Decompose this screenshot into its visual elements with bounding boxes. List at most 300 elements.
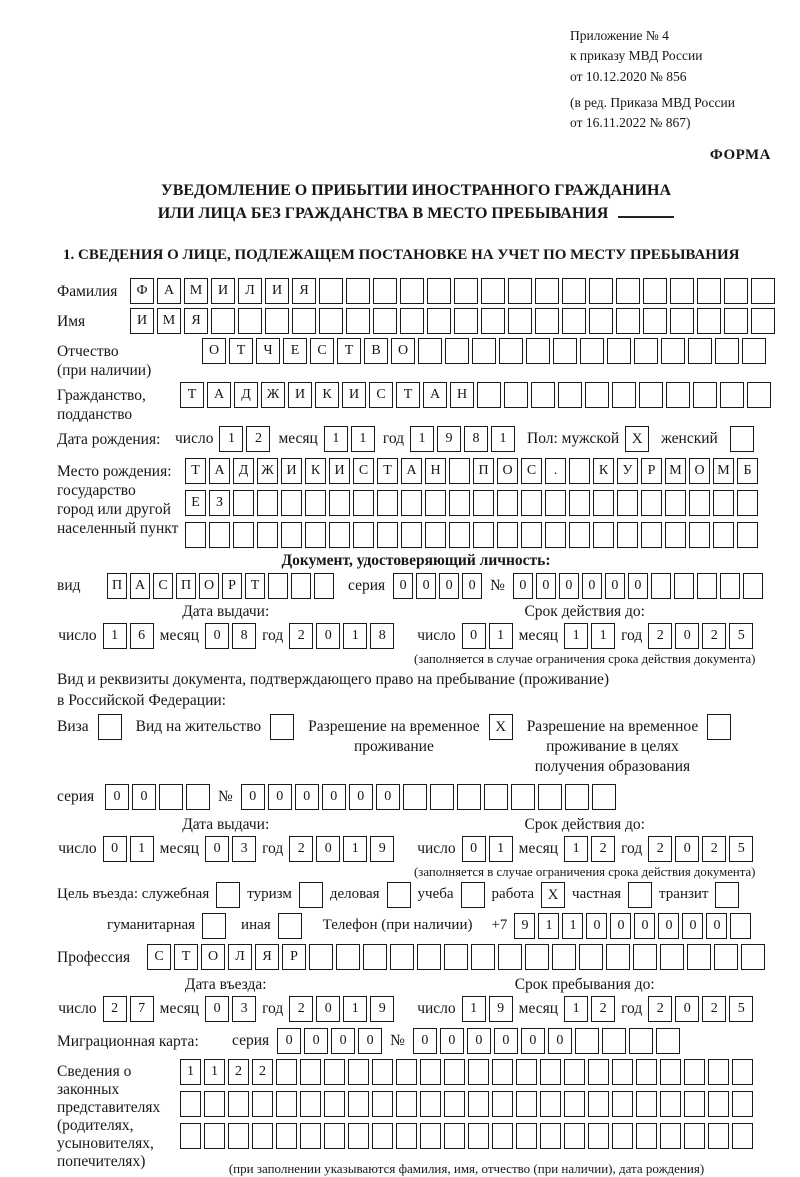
char-box[interactable]: 2 bbox=[228, 1059, 249, 1085]
char-box[interactable] bbox=[281, 522, 302, 548]
char-box[interactable] bbox=[471, 944, 495, 970]
char-box[interactable] bbox=[185, 522, 206, 548]
char-box[interactable]: И bbox=[130, 308, 154, 334]
char-box[interactable]: Я bbox=[292, 278, 316, 304]
char-box[interactable]: 9 bbox=[370, 996, 394, 1022]
char-box[interactable] bbox=[508, 308, 532, 334]
char-box[interactable]: 1 bbox=[564, 836, 588, 862]
char-box[interactable] bbox=[400, 308, 424, 334]
char-box[interactable] bbox=[457, 784, 481, 810]
char-box[interactable]: И bbox=[265, 278, 289, 304]
char-box[interactable] bbox=[291, 573, 311, 599]
char-box[interactable]: 2 bbox=[648, 836, 672, 862]
char-box[interactable] bbox=[538, 784, 562, 810]
char-box[interactable] bbox=[562, 308, 586, 334]
char-box[interactable] bbox=[511, 784, 535, 810]
char-box[interactable]: Л bbox=[228, 944, 252, 970]
char-box[interactable] bbox=[708, 1059, 729, 1085]
char-box[interactable] bbox=[516, 1091, 537, 1117]
char-box[interactable]: Я bbox=[184, 308, 208, 334]
char-box[interactable] bbox=[562, 278, 586, 304]
char-box[interactable] bbox=[268, 573, 288, 599]
char-box[interactable] bbox=[707, 714, 731, 740]
char-box[interactable] bbox=[616, 308, 640, 334]
char-box[interactable] bbox=[697, 308, 721, 334]
char-box[interactable]: З bbox=[209, 490, 230, 516]
char-box[interactable] bbox=[204, 1123, 225, 1149]
char-box[interactable] bbox=[348, 1059, 369, 1085]
char-box[interactable] bbox=[660, 1059, 681, 1085]
char-box[interactable]: Ф bbox=[130, 278, 154, 304]
char-box[interactable]: Т bbox=[337, 338, 361, 364]
char-box[interactable]: О bbox=[391, 338, 415, 364]
char-box[interactable]: В bbox=[364, 338, 388, 364]
char-box[interactable]: 0 bbox=[416, 573, 436, 599]
char-box[interactable]: Б bbox=[737, 458, 758, 484]
char-box[interactable] bbox=[697, 573, 717, 599]
char-box[interactable] bbox=[713, 490, 734, 516]
char-box[interactable] bbox=[300, 1059, 321, 1085]
char-box[interactable]: Л bbox=[238, 278, 262, 304]
char-box[interactable]: Е bbox=[185, 490, 206, 516]
char-box[interactable] bbox=[473, 522, 494, 548]
char-box[interactable]: 0 bbox=[628, 573, 648, 599]
char-box[interactable] bbox=[449, 458, 470, 484]
char-box[interactable] bbox=[617, 522, 638, 548]
char-box[interactable]: М bbox=[184, 278, 208, 304]
char-box[interactable]: 0 bbox=[376, 784, 400, 810]
char-box[interactable]: М bbox=[665, 458, 686, 484]
char-box[interactable]: 1 bbox=[591, 623, 615, 649]
char-box[interactable] bbox=[585, 382, 609, 408]
char-box[interactable]: 0 bbox=[393, 573, 413, 599]
char-box[interactable]: 0 bbox=[548, 1028, 572, 1054]
char-box[interactable] bbox=[324, 1123, 345, 1149]
char-box[interactable] bbox=[569, 458, 590, 484]
char-box[interactable] bbox=[348, 1091, 369, 1117]
char-box[interactable]: 5 bbox=[729, 623, 753, 649]
char-box[interactable]: У bbox=[617, 458, 638, 484]
char-box[interactable] bbox=[540, 1059, 561, 1085]
char-box[interactable]: 0 bbox=[358, 1028, 382, 1054]
char-box[interactable] bbox=[665, 522, 686, 548]
char-box[interactable]: 0 bbox=[277, 1028, 301, 1054]
char-box[interactable]: 9 bbox=[437, 426, 461, 452]
char-box[interactable]: С bbox=[353, 458, 374, 484]
char-box[interactable] bbox=[684, 1059, 705, 1085]
char-box[interactable] bbox=[420, 1091, 441, 1117]
char-box[interactable]: 2 bbox=[289, 836, 313, 862]
char-box[interactable] bbox=[535, 308, 559, 334]
char-box[interactable]: 0 bbox=[706, 913, 727, 939]
char-box[interactable] bbox=[373, 308, 397, 334]
char-box[interactable] bbox=[159, 784, 183, 810]
char-box[interactable]: 2 bbox=[252, 1059, 273, 1085]
char-box[interactable] bbox=[481, 278, 505, 304]
char-box[interactable]: А bbox=[401, 458, 422, 484]
char-box[interactable]: Т bbox=[396, 382, 420, 408]
char-box[interactable] bbox=[400, 278, 424, 304]
char-box[interactable] bbox=[636, 1059, 657, 1085]
char-box[interactable] bbox=[377, 490, 398, 516]
char-box[interactable] bbox=[319, 308, 343, 334]
char-box[interactable] bbox=[401, 490, 422, 516]
char-box[interactable]: И bbox=[288, 382, 312, 408]
char-box[interactable]: 5 bbox=[729, 836, 753, 862]
char-box[interactable] bbox=[444, 944, 468, 970]
char-box[interactable]: М bbox=[157, 308, 181, 334]
char-box[interactable]: 0 bbox=[521, 1028, 545, 1054]
char-box[interactable] bbox=[492, 1059, 513, 1085]
char-box[interactable]: А bbox=[209, 458, 230, 484]
char-box[interactable] bbox=[617, 490, 638, 516]
char-box[interactable] bbox=[98, 714, 122, 740]
char-box[interactable] bbox=[697, 278, 721, 304]
char-box[interactable]: О bbox=[202, 338, 226, 364]
char-box[interactable]: 2 bbox=[591, 836, 615, 862]
char-box[interactable] bbox=[526, 338, 550, 364]
char-box[interactable] bbox=[305, 522, 326, 548]
char-box[interactable] bbox=[281, 490, 302, 516]
char-box[interactable]: Н bbox=[425, 458, 446, 484]
char-box[interactable]: 3 bbox=[232, 996, 256, 1022]
char-box[interactable] bbox=[688, 338, 712, 364]
char-box[interactable]: 1 bbox=[489, 836, 513, 862]
char-box[interactable]: Я bbox=[255, 944, 279, 970]
char-box[interactable]: С bbox=[521, 458, 542, 484]
char-box[interactable] bbox=[564, 1091, 585, 1117]
char-box[interactable]: 0 bbox=[316, 623, 340, 649]
char-box[interactable]: 0 bbox=[316, 836, 340, 862]
char-box[interactable] bbox=[634, 338, 658, 364]
char-box[interactable]: 0 bbox=[658, 913, 679, 939]
char-box[interactable]: 2 bbox=[702, 623, 726, 649]
char-box[interactable] bbox=[540, 1091, 561, 1117]
char-box[interactable]: 1 bbox=[564, 996, 588, 1022]
char-box[interactable] bbox=[564, 1059, 585, 1085]
char-box[interactable]: 2 bbox=[246, 426, 270, 452]
char-box[interactable] bbox=[420, 1059, 441, 1085]
char-box[interactable] bbox=[430, 784, 454, 810]
char-box[interactable] bbox=[228, 1123, 249, 1149]
char-box[interactable] bbox=[180, 1123, 201, 1149]
char-box[interactable] bbox=[346, 308, 370, 334]
char-box[interactable] bbox=[516, 1059, 537, 1085]
char-box[interactable]: 0 bbox=[316, 996, 340, 1022]
char-box[interactable] bbox=[687, 944, 711, 970]
char-box[interactable]: Т bbox=[377, 458, 398, 484]
char-box[interactable] bbox=[720, 382, 744, 408]
char-box[interactable] bbox=[418, 338, 442, 364]
char-box[interactable]: 0 bbox=[413, 1028, 437, 1054]
char-box[interactable]: 9 bbox=[514, 913, 535, 939]
char-box[interactable] bbox=[209, 522, 230, 548]
char-box[interactable]: 0 bbox=[675, 996, 699, 1022]
char-box[interactable]: 0 bbox=[331, 1028, 355, 1054]
char-box[interactable]: 2 bbox=[591, 996, 615, 1022]
char-box[interactable] bbox=[353, 490, 374, 516]
char-box[interactable]: 1 bbox=[462, 996, 486, 1022]
char-box[interactable] bbox=[396, 1059, 417, 1085]
char-box[interactable] bbox=[521, 522, 542, 548]
char-box[interactable]: Ж bbox=[261, 382, 285, 408]
char-box[interactable]: 0 bbox=[536, 573, 556, 599]
char-box[interactable]: Н bbox=[450, 382, 474, 408]
char-box[interactable]: П bbox=[473, 458, 494, 484]
char-box[interactable] bbox=[720, 573, 740, 599]
char-box[interactable]: Т bbox=[245, 573, 265, 599]
char-box[interactable] bbox=[454, 278, 478, 304]
char-box[interactable] bbox=[300, 1123, 321, 1149]
char-box[interactable] bbox=[521, 490, 542, 516]
char-box[interactable] bbox=[689, 522, 710, 548]
char-box[interactable] bbox=[558, 382, 582, 408]
char-box[interactable] bbox=[575, 1028, 599, 1054]
char-box[interactable] bbox=[708, 1123, 729, 1149]
char-box[interactable] bbox=[612, 1123, 633, 1149]
char-box[interactable]: 1 bbox=[562, 913, 583, 939]
char-box[interactable] bbox=[715, 882, 739, 908]
char-box[interactable]: 0 bbox=[675, 836, 699, 862]
char-box[interactable] bbox=[417, 944, 441, 970]
char-box[interactable]: И bbox=[211, 278, 235, 304]
char-box[interactable] bbox=[656, 1028, 680, 1054]
char-box[interactable] bbox=[481, 308, 505, 334]
char-box[interactable]: 1 bbox=[219, 426, 243, 452]
char-box[interactable]: 0 bbox=[304, 1028, 328, 1054]
char-box[interactable] bbox=[602, 1028, 626, 1054]
char-box[interactable] bbox=[492, 1123, 513, 1149]
char-box[interactable]: 0 bbox=[513, 573, 533, 599]
char-box[interactable]: Е bbox=[283, 338, 307, 364]
char-box[interactable] bbox=[724, 308, 748, 334]
char-box[interactable]: 0 bbox=[494, 1028, 518, 1054]
char-box[interactable] bbox=[724, 278, 748, 304]
char-box[interactable] bbox=[346, 278, 370, 304]
char-box[interactable] bbox=[616, 278, 640, 304]
char-box[interactable]: Р bbox=[222, 573, 242, 599]
char-box[interactable]: 2 bbox=[702, 996, 726, 1022]
char-box[interactable] bbox=[292, 308, 316, 334]
char-box[interactable] bbox=[329, 490, 350, 516]
char-box[interactable] bbox=[564, 1123, 585, 1149]
char-box[interactable]: 1 bbox=[180, 1059, 201, 1085]
char-box[interactable]: 0 bbox=[559, 573, 579, 599]
char-box[interactable] bbox=[730, 426, 754, 452]
char-box[interactable]: Т bbox=[229, 338, 253, 364]
char-box[interactable] bbox=[257, 490, 278, 516]
char-box[interactable] bbox=[449, 522, 470, 548]
char-box[interactable] bbox=[606, 944, 630, 970]
char-box[interactable] bbox=[553, 338, 577, 364]
char-box[interactable] bbox=[612, 382, 636, 408]
char-box[interactable]: Ж bbox=[257, 458, 278, 484]
char-box[interactable] bbox=[180, 1091, 201, 1117]
char-box[interactable]: 0 bbox=[582, 573, 602, 599]
char-box[interactable]: 8 bbox=[464, 426, 488, 452]
char-box[interactable] bbox=[454, 308, 478, 334]
char-box[interactable]: 2 bbox=[648, 623, 672, 649]
char-box[interactable]: 2 bbox=[289, 996, 313, 1022]
char-box[interactable] bbox=[689, 490, 710, 516]
char-box[interactable] bbox=[708, 1091, 729, 1117]
char-box[interactable]: А bbox=[423, 382, 447, 408]
char-box[interactable]: 0 bbox=[462, 623, 486, 649]
char-box[interactable] bbox=[324, 1091, 345, 1117]
char-box[interactable] bbox=[588, 1059, 609, 1085]
char-box[interactable]: 0 bbox=[295, 784, 319, 810]
char-box[interactable] bbox=[684, 1091, 705, 1117]
char-box[interactable] bbox=[372, 1059, 393, 1085]
char-box[interactable] bbox=[204, 1091, 225, 1117]
char-box[interactable] bbox=[612, 1059, 633, 1085]
char-box[interactable] bbox=[468, 1123, 489, 1149]
char-box[interactable]: X bbox=[625, 426, 649, 452]
char-box[interactable]: 2 bbox=[103, 996, 127, 1022]
char-box[interactable]: 8 bbox=[232, 623, 256, 649]
char-box[interactable] bbox=[472, 338, 496, 364]
char-box[interactable]: 0 bbox=[241, 784, 265, 810]
char-box[interactable]: 2 bbox=[289, 623, 313, 649]
char-box[interactable] bbox=[545, 490, 566, 516]
char-box[interactable] bbox=[387, 882, 411, 908]
char-box[interactable] bbox=[531, 382, 555, 408]
char-box[interactable]: X bbox=[489, 714, 513, 740]
char-box[interactable] bbox=[300, 1091, 321, 1117]
char-box[interactable] bbox=[593, 522, 614, 548]
char-box[interactable]: К bbox=[315, 382, 339, 408]
char-box[interactable] bbox=[309, 944, 333, 970]
char-box[interactable] bbox=[670, 278, 694, 304]
char-box[interactable]: Д bbox=[233, 458, 254, 484]
char-box[interactable] bbox=[186, 784, 210, 810]
char-box[interactable] bbox=[552, 944, 576, 970]
char-box[interactable] bbox=[329, 522, 350, 548]
char-box[interactable] bbox=[278, 913, 302, 939]
char-box[interactable]: 8 bbox=[370, 623, 394, 649]
char-box[interactable]: 0 bbox=[467, 1028, 491, 1054]
char-box[interactable]: 2 bbox=[702, 836, 726, 862]
char-box[interactable]: 7 bbox=[130, 996, 154, 1022]
char-box[interactable] bbox=[747, 382, 771, 408]
char-box[interactable] bbox=[324, 1059, 345, 1085]
char-box[interactable] bbox=[660, 1123, 681, 1149]
char-box[interactable] bbox=[425, 522, 446, 548]
char-box[interactable] bbox=[276, 1059, 297, 1085]
char-box[interactable]: 0 bbox=[462, 836, 486, 862]
char-box[interactable] bbox=[238, 308, 262, 334]
char-box[interactable]: 1 bbox=[103, 623, 127, 649]
char-box[interactable] bbox=[629, 1028, 653, 1054]
char-box[interactable] bbox=[592, 784, 616, 810]
char-box[interactable]: 0 bbox=[132, 784, 156, 810]
char-box[interactable] bbox=[252, 1123, 273, 1149]
char-box[interactable]: 0 bbox=[439, 573, 459, 599]
char-box[interactable] bbox=[743, 573, 763, 599]
char-box[interactable] bbox=[715, 338, 739, 364]
char-box[interactable] bbox=[589, 308, 613, 334]
char-box[interactable] bbox=[525, 944, 549, 970]
char-box[interactable] bbox=[588, 1091, 609, 1117]
char-box[interactable] bbox=[684, 1123, 705, 1149]
char-box[interactable] bbox=[741, 944, 765, 970]
char-box[interactable]: О bbox=[201, 944, 225, 970]
char-box[interactable]: 0 bbox=[462, 573, 482, 599]
char-box[interactable] bbox=[732, 1123, 753, 1149]
char-box[interactable]: 0 bbox=[682, 913, 703, 939]
char-box[interactable]: О bbox=[689, 458, 710, 484]
char-box[interactable] bbox=[444, 1123, 465, 1149]
char-box[interactable] bbox=[569, 522, 590, 548]
char-box[interactable]: П bbox=[107, 573, 127, 599]
char-box[interactable]: 2 bbox=[648, 996, 672, 1022]
char-box[interactable] bbox=[535, 278, 559, 304]
char-box[interactable] bbox=[468, 1059, 489, 1085]
char-box[interactable]: П bbox=[176, 573, 196, 599]
char-box[interactable] bbox=[497, 522, 518, 548]
char-box[interactable]: . bbox=[545, 458, 566, 484]
char-box[interactable] bbox=[468, 1091, 489, 1117]
char-box[interactable] bbox=[396, 1091, 417, 1117]
char-box[interactable] bbox=[593, 490, 614, 516]
char-box[interactable] bbox=[396, 1123, 417, 1149]
char-box[interactable] bbox=[233, 490, 254, 516]
char-box[interactable]: 0 bbox=[675, 623, 699, 649]
char-box[interactable]: И bbox=[281, 458, 302, 484]
char-box[interactable] bbox=[477, 382, 501, 408]
char-box[interactable] bbox=[427, 278, 451, 304]
char-box[interactable] bbox=[751, 308, 775, 334]
char-box[interactable]: Т bbox=[185, 458, 206, 484]
char-box[interactable] bbox=[252, 1091, 273, 1117]
char-box[interactable] bbox=[314, 573, 334, 599]
char-box[interactable]: 1 bbox=[410, 426, 434, 452]
char-box[interactable]: К bbox=[305, 458, 326, 484]
char-box[interactable]: 0 bbox=[205, 836, 229, 862]
char-box[interactable]: 1 bbox=[564, 623, 588, 649]
char-box[interactable] bbox=[737, 522, 758, 548]
char-box[interactable] bbox=[660, 1091, 681, 1117]
char-box[interactable] bbox=[257, 522, 278, 548]
char-box[interactable] bbox=[641, 490, 662, 516]
char-box[interactable] bbox=[497, 490, 518, 516]
char-box[interactable]: 9 bbox=[489, 996, 513, 1022]
char-box[interactable] bbox=[742, 338, 766, 364]
char-box[interactable] bbox=[372, 1091, 393, 1117]
char-box[interactable] bbox=[730, 913, 751, 939]
char-box[interactable]: 9 bbox=[370, 836, 394, 862]
char-box[interactable] bbox=[588, 1123, 609, 1149]
char-box[interactable]: X bbox=[541, 882, 565, 908]
char-box[interactable] bbox=[473, 490, 494, 516]
char-box[interactable]: 1 bbox=[343, 623, 367, 649]
char-box[interactable]: 0 bbox=[610, 913, 631, 939]
char-box[interactable] bbox=[636, 1123, 657, 1149]
char-box[interactable]: 6 bbox=[130, 623, 154, 649]
char-box[interactable]: М bbox=[713, 458, 734, 484]
char-box[interactable]: 1 bbox=[489, 623, 513, 649]
char-box[interactable] bbox=[732, 1059, 753, 1085]
char-box[interactable]: 0 bbox=[605, 573, 625, 599]
char-box[interactable]: 1 bbox=[343, 836, 367, 862]
char-box[interactable]: Т bbox=[174, 944, 198, 970]
char-box[interactable]: Ч bbox=[256, 338, 280, 364]
char-box[interactable] bbox=[504, 382, 528, 408]
char-box[interactable] bbox=[336, 944, 360, 970]
char-box[interactable] bbox=[498, 944, 522, 970]
char-box[interactable] bbox=[737, 490, 758, 516]
char-box[interactable]: 1 bbox=[204, 1059, 225, 1085]
